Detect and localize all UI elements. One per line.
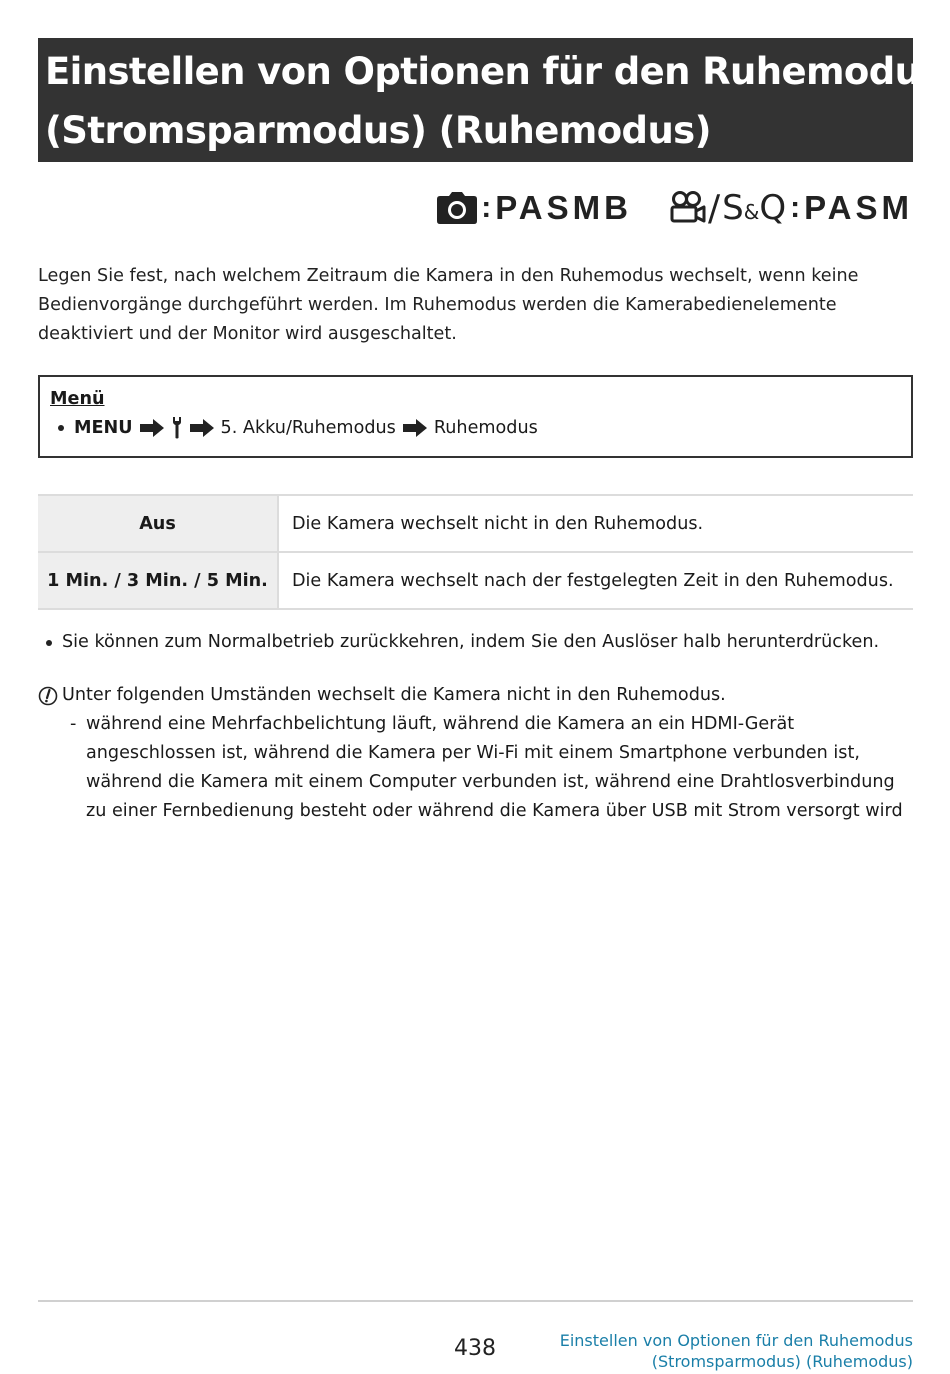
arrow-right-icon <box>403 419 427 437</box>
option-description: Die Kamera wechselt nicht in den Ruhemodus. <box>278 495 913 552</box>
modes-separator: : <box>481 191 492 224</box>
arrow-right-icon <box>190 419 214 437</box>
options-table <box>38 494 913 610</box>
option-key: Aus <box>38 495 278 552</box>
footer-link-line-2: (Stromsparmodus) (Ruhemodus) <box>651 1352 913 1371</box>
page-title-line-2: (Stromsparmodus) (Ruhemodus) <box>45 109 711 152</box>
footer-divider <box>38 1300 913 1302</box>
footer-link-line-1: Einstellen von Optionen für den Ruhemodus <box>559 1331 913 1350</box>
caution-detail <box>38 710 918 826</box>
info-note-text: Sie können zum Normalbetrieb zurückkehren, indem Sie den Auslöser halb herunterdrücken. <box>62 632 880 652</box>
menu-path-box <box>38 375 913 458</box>
page-title <box>38 38 942 162</box>
menu-path <box>50 413 901 443</box>
page-number: 438 <box>454 1336 496 1361</box>
menu-heading: Menü <box>50 389 105 409</box>
movie-modes-text: PASM <box>804 189 913 226</box>
photo-modes-text: PASMB <box>495 189 632 226</box>
bullet-icon <box>58 425 64 431</box>
option-description: Die Kamera wechselt nach der festgelegten Zeit in den Ruhemodus. <box>278 552 913 609</box>
caution-icon <box>38 686 58 706</box>
movie-camera-icon <box>668 191 706 225</box>
table-row <box>38 552 913 609</box>
menu-target: Ruhemodus <box>433 418 538 438</box>
info-note <box>46 628 879 657</box>
sq-mode-label: S&Q <box>722 188 787 228</box>
table-row <box>38 495 913 552</box>
menu-item: 5. Akku/Ruhemodus <box>220 418 396 438</box>
bullet-icon <box>46 640 52 646</box>
option-key: 1 Min. / 3 Min. / 5 Min. <box>38 552 278 609</box>
dash-marker: - <box>70 714 77 734</box>
page-title-line-1: Einstellen von Optionen für den Ruhemodus <box>45 50 942 93</box>
caution-note <box>38 681 918 826</box>
modes-separator-2: : <box>790 191 801 224</box>
modes-slash: / <box>707 187 721 229</box>
camera-icon <box>437 192 477 224</box>
menu-root: MENU <box>74 418 133 438</box>
shooting-modes <box>437 186 913 230</box>
caution-detail-text: während eine Mehrfachbelichtung läuft, während die Kamera an ein HDMI-Gerät angeschlossen ist, während die Kamera per Wi-Fi mit einem Smartphone verbunden ist, während die Kamera mit einem Computer verbunden ist, während eine Drahtlosverbindung zu einer Fernbedienung besteht oder während die Kamera über USB mit Strom versorgt wird <box>86 714 903 821</box>
caution-intro-text: Unter folgenden Umständen wechselt die Kamera nicht in den Ruhemodus. <box>62 685 726 705</box>
wrench-icon <box>171 417 183 439</box>
arrow-right-icon <box>140 419 164 437</box>
footer-section-link[interactable] <box>560 1330 913 1372</box>
intro-paragraph: Legen Sie fest, nach welchem Zeitraum die Kamera in den Ruhemodus wechselt, wenn keine Bedienvorgänge durchgeführt werden. Im Ruhemodus werden die Kamerabedienelemente deaktiviert und der Monitor wird ausgeschaltet. <box>38 266 859 344</box>
